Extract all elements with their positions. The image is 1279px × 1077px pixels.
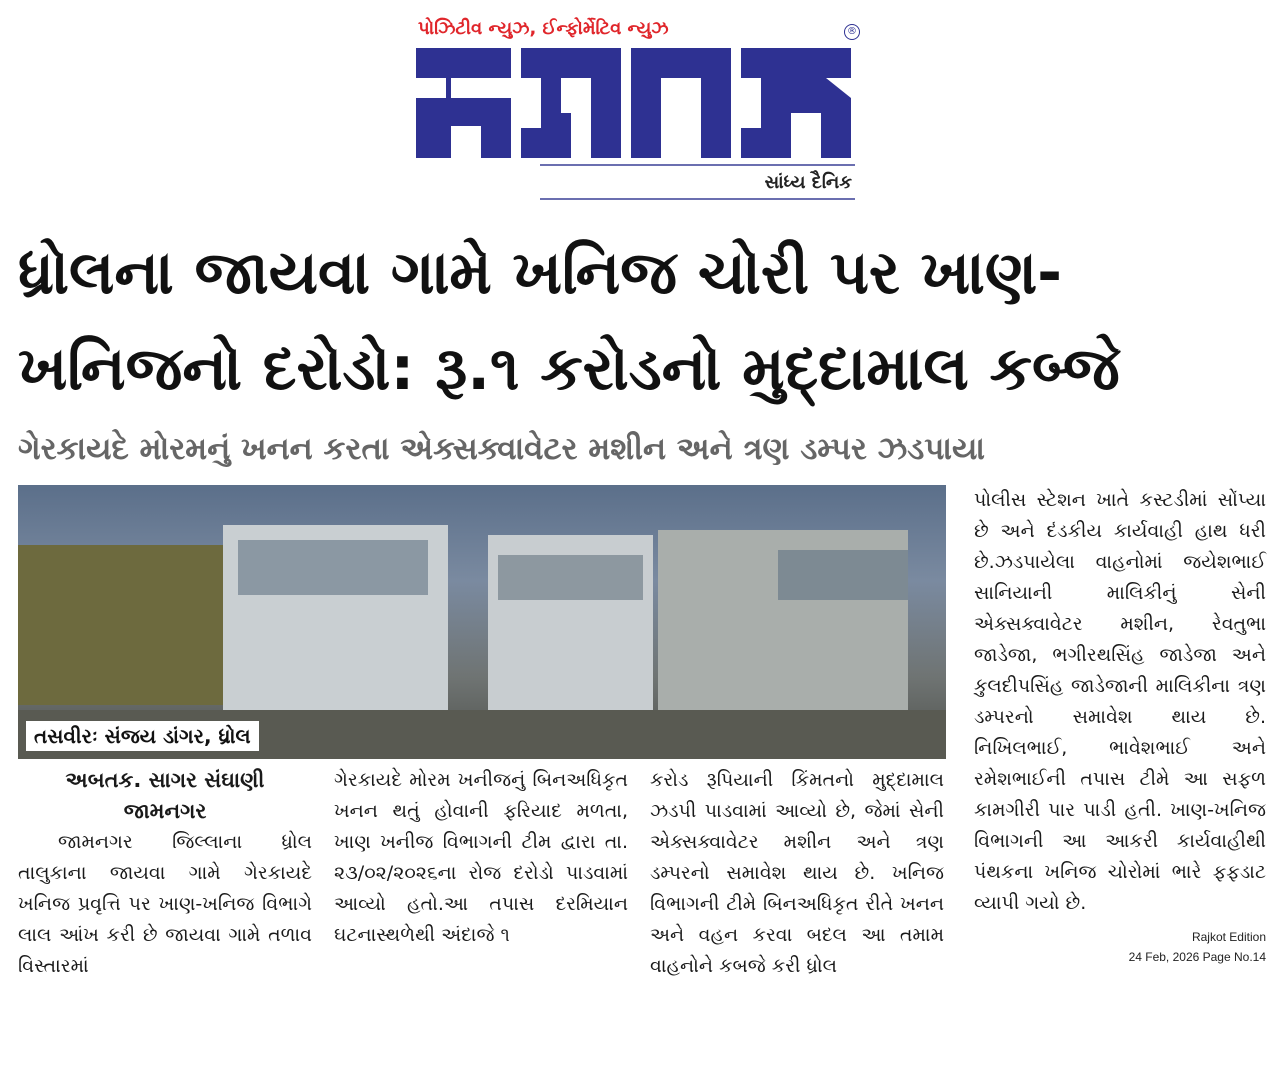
photo-caption: તસવીરઃ સંજય ડાંગર, ધ્રોલ (26, 721, 259, 751)
lower-columns (18, 765, 946, 982)
masthead (416, 0, 861, 205)
article-body (18, 485, 1266, 982)
edition-type: સાંધ્ય દૈનિક (764, 172, 852, 193)
photo-and-columns (18, 485, 946, 982)
masthead-rule (540, 198, 855, 200)
masthead-tagline: પોઝિટીવ ન્યુઝ, ઈન્ફોર્મેટિવ ન્યુઝ (418, 18, 669, 39)
subheadline: ગેરકાયદે મોરમનું ખનન કરતા એક્સક્વાવેટર મશીન અને ત્રણ ડમ્પર ઝડપાયા (18, 431, 985, 467)
byline: અબતક. સાગર સંઘાણી (65, 768, 265, 792)
excavator-shape (18, 545, 238, 705)
logo-letter-1 (416, 48, 511, 158)
dateline: જામનગર (123, 799, 207, 823)
logo-letter-2 (521, 48, 621, 158)
headline-block (18, 225, 1261, 471)
registered-mark: ® (844, 24, 860, 40)
photo-illustration (18, 485, 946, 759)
news-photo-trucks (18, 485, 946, 759)
edition-name: Rajkot Edition (1191, 930, 1266, 944)
truck-windshield (778, 550, 908, 600)
masthead-rule (540, 164, 855, 166)
article-column-1 (18, 765, 312, 982)
logo-letter-3 (631, 48, 731, 158)
truck-windshield (238, 540, 428, 595)
newspaper-logo (416, 48, 856, 158)
headline-line-2: ખનિજનો દરોડો: રૂ.૧ કરોડનો મુદ્દામાલ કબ્જે (18, 334, 1120, 404)
column-text: જામનગર જિલ્લાના ધ્રોલ તાલુકાના જાયવા ગામે ગેરકાયદે ખનિજ પ્રવૃત્તિ પર ખાણ-ખનિજ વિભાગે લાલ આંખ કરી છે જાયવા ગામે તળાવ વિસ્તારમાં (18, 831, 312, 977)
edition-footer (974, 927, 1266, 967)
article-column-3: કરોડ રૂપિયાની કિંમતનો મુદ્દામાલ ઝડપી પાડવામાં આવ્યો છે, જેમાં સેની એક્સક્વાવેટર મશીન અને ત્રણ ડમ્પરનો સમાવેશ થાય છે. ખનિજ વિભાગની ટીમે બિનઅધિકૃત રીતે ખનન અને વહન કરવા બદલ આ તમામ વાહનોને કબજે કરી ધ્રોલ (650, 769, 944, 977)
logo-letter-4 (741, 48, 851, 158)
article-column-4: પોલીસ સ્ટેશન ખાતે કસ્ટડીમાં સોંપ્યા છે અને દંડકીય કાર્યવાહી હાથ ધરી છે.ઝડપાયેલા વાહનોમાં જયેશભાઈ સાનિયાની માલિકીનું સેની એક્સક્વાવેટર મશીન, રેવતુભા જાડેજા, ભગીરથસિંહ જાડેજા અને કુલદીપસિંહ જાડેજાની માલિકીના ત્રણ ડમ્પરનો સમાવેશ થાય છે. નિખિલભાઈ, ભાવેશભાઈ અને રમેશભાઈની તપાસ ટીમે આ સફળ કામગીરી પાર પાડી હતી. ખાણ-ખનિજ વિભાગની આ આકરી કાર્યવાહીથી પંથકના ખનિજ ચોરોમાં ભારે ફફડાટ વ્યાપી ગયો છે. (974, 489, 1266, 914)
right-column-area (974, 485, 1266, 982)
article-column-2: ગેરકાયદે મોરમ ખનીજનું બિનઅધિકૃત ખનન થતું હોવાની ફરિયાદ મળતા, ખાણ ખનીજ વિભાગની ટીમ દ્વારા તા. ૨૩/૦૨/૨૦૨૬ના રોજ દરોડો પાડવામાં આવ્યો હતો.આ તપાસ દરમિયાન ઘટનાસ્થળેથી અંદાજે ૧ (334, 769, 628, 946)
date-page: 24 Feb, 2026 Page No.14 (1128, 950, 1266, 964)
headline-line-1: ધ્રોલના જાયવા ગામે ખનિજ ચોરી પર ખાણ- (18, 238, 1063, 308)
truck-windshield (498, 555, 643, 600)
